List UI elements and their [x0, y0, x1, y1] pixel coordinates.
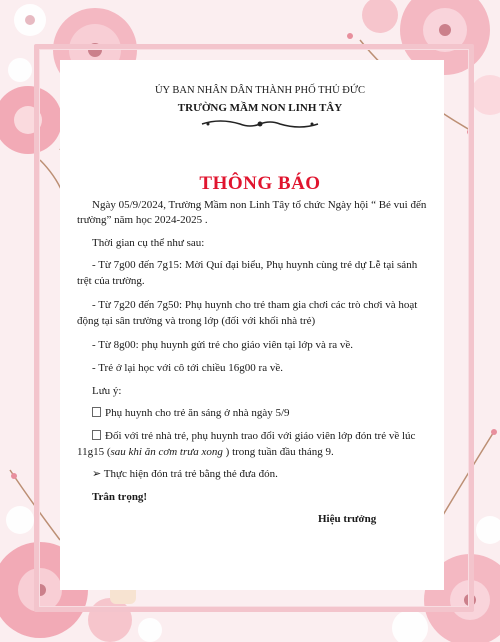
schedule-item-2-line-2: động tại sân trường và trong lớp (đối với khối nhà trẻ) — [77, 315, 316, 327]
note-2-line-1 — [92, 429, 442, 444]
schedule-item-3: - Từ 8g00: phụ huynh gửi trẻ cho giáo viên tại lớp và ra về. — [92, 339, 354, 351]
note-1 — [92, 406, 432, 421]
note-1-text: Phụ huynh cho trẻ ăn sáng ở nhà ngày 5/9 — [105, 407, 290, 419]
checkbox-icon — [92, 430, 101, 440]
closing: Trân trọng! — [92, 491, 148, 503]
schedule-item-4: - Trẻ ở lại học với cô tới chiều 16g00 ra về. — [92, 362, 283, 374]
ornament-divider — [200, 118, 320, 130]
note-3 — [92, 467, 432, 482]
school-name: TRƯỜNG MẦM NON LINH TÂY — [177, 102, 343, 114]
note-heading: Lưu ý: — [92, 385, 122, 397]
schedule-heading: Thời gian cụ thể như sau: — [92, 237, 205, 249]
intro-line-1: Ngày 05/9/2024, Trường Mầm non Linh Tây tổ chức Ngày hội “ Bé vui đến — [92, 199, 427, 211]
arrow-bullet-icon: ➢ — [92, 468, 102, 480]
checkbox-icon — [92, 407, 101, 417]
note-2-text: Đối với trẻ nhà trẻ, phụ huynh trao đổi với giáo viên lớp đón trẻ về lúc — [105, 430, 416, 442]
intro-line-2: trường” năm học 2024-2025 . — [77, 214, 208, 226]
committee-name: ỦY BAN NHÂN DÂN THÀNH PHỐ THỦ ĐỨC — [154, 85, 366, 96]
notice-title: THÔNG BÁO — [199, 173, 321, 194]
schedule-item-1-line-1: - Từ 7g00 đến 7g15: Mời Quí đại biểu, Phụ huynh cùng trẻ dự Lễ tại sảnh — [92, 259, 418, 271]
note-2-line-2 — [77, 445, 427, 460]
note-2-rest: ) trong tuần đầu tháng 9. — [222, 446, 334, 458]
schedule-item-1-line-2: trệt của trường. — [77, 275, 145, 287]
signature-title: Hiệu trưởng — [318, 513, 377, 525]
note-2-time: 11g15 ( — [77, 446, 111, 458]
note-2-italic: sau khi ăn cơm trưa xong — [110, 446, 223, 458]
schedule-item-2-line-1: - Từ 7g20 đến 7g50: Phụ huynh cho trẻ tham gia chơi các trò chơi và hoạt — [92, 299, 418, 311]
note-3-text: Thực hiện đón trả trẻ bằng thẻ đưa đón. — [103, 468, 278, 480]
